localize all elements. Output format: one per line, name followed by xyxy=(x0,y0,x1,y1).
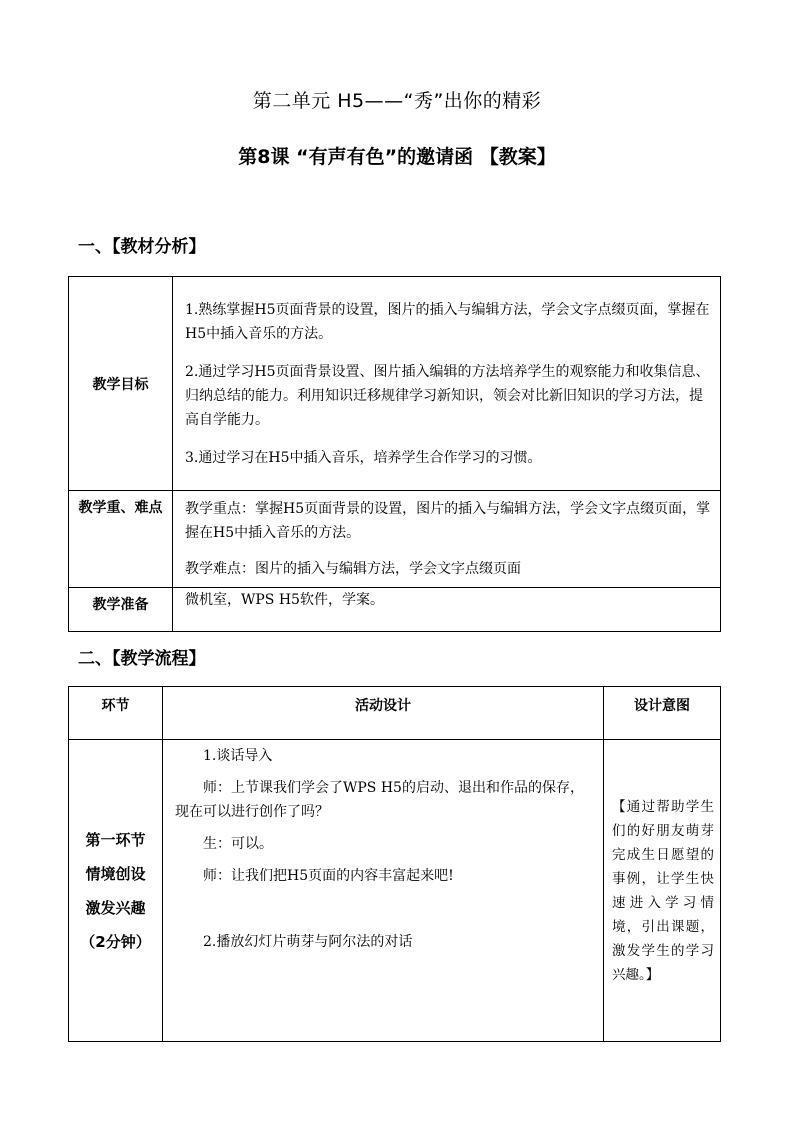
table-row xyxy=(69,491,721,588)
table-header-row xyxy=(69,687,721,740)
goal-item-3: 3.通过学习在H5中插入音乐，培养学生合作学习的习惯。 xyxy=(185,449,542,466)
table-row xyxy=(69,588,721,632)
difficult-point: 教学难点：图片的插入与编辑方法，学会文字点缀页面 xyxy=(185,561,521,577)
unit-title: 第二单元 H5——“秀”出你的精彩 xyxy=(252,90,542,112)
header-intent: 设计意图 xyxy=(604,687,721,740)
activity-item: 师：上节课我们学会了WPS H5的启动、退出和作品的保存，现在可以进行创作了吗？ xyxy=(175,780,584,820)
stage-line-1: 第一环节 xyxy=(85,830,146,849)
goal-item-1: 1.熟练掌握H5页面背景的设置，图片的插入与编辑方法，学会文字点缀页面，掌握在H5中插入音乐的方法。 xyxy=(185,301,710,342)
goal-item-2: 2.通过学习H5页面背景设置、图片插入编辑的方法培养学生的观察能力和收集信息、归纳总结的能力。利用知识迁移规律学习新知识，领会对比新旧知识的学习方法，提高自学能力。 xyxy=(185,363,710,428)
activity-item: 师：让我们把H5页面的内容丰富起来吧! xyxy=(203,868,454,884)
lesson-title: 第8课 “有声有色”的邀请函 【教案】 xyxy=(238,146,556,168)
key-label: 教学重、难点 xyxy=(69,491,173,588)
flow-table xyxy=(68,686,721,1042)
header-activity: 活动设计 xyxy=(163,687,604,740)
table-row xyxy=(69,277,721,491)
section-heading-flow: 二、【教学流程】 xyxy=(78,649,206,669)
header-stage: 环节 xyxy=(69,687,163,740)
key-content xyxy=(173,491,721,588)
section-heading-analysis: 一、【教材分析】 xyxy=(78,237,206,257)
prep-content: 微机室，WPS H5软件，学案。 xyxy=(173,588,721,632)
goal-label: 教学目标 xyxy=(69,277,173,491)
prep-label: 教学准备 xyxy=(69,588,173,632)
stage-line-2: 情境创设 xyxy=(85,864,146,883)
stage-cell xyxy=(69,740,163,1042)
table-row xyxy=(69,740,721,1042)
activity-cell xyxy=(163,740,604,1042)
key-point: 教学重点：掌握H5页面背景的设置，图片的插入与编辑方法，学会文字点缀页面，掌握在H5中插入音乐的方法。 xyxy=(185,501,711,541)
activity-item: 生：可以。 xyxy=(203,836,273,852)
intent-cell: 【通过帮助学生们的好朋友萌芽完成生日愿望的事例，让学生快速进入学习情境，引出课题，激发学生的学习兴趣。】 xyxy=(604,740,721,1042)
analysis-table xyxy=(68,276,721,632)
goal-content xyxy=(173,277,721,491)
activity-item: 2.播放幻灯片萌芽与阿尔法的对话 xyxy=(203,934,413,950)
activity-item: 1.谈话导入 xyxy=(203,748,273,764)
stage-line-3: 激发兴趣 xyxy=(85,898,146,917)
stage-line-4: （2分钟） xyxy=(80,932,151,951)
